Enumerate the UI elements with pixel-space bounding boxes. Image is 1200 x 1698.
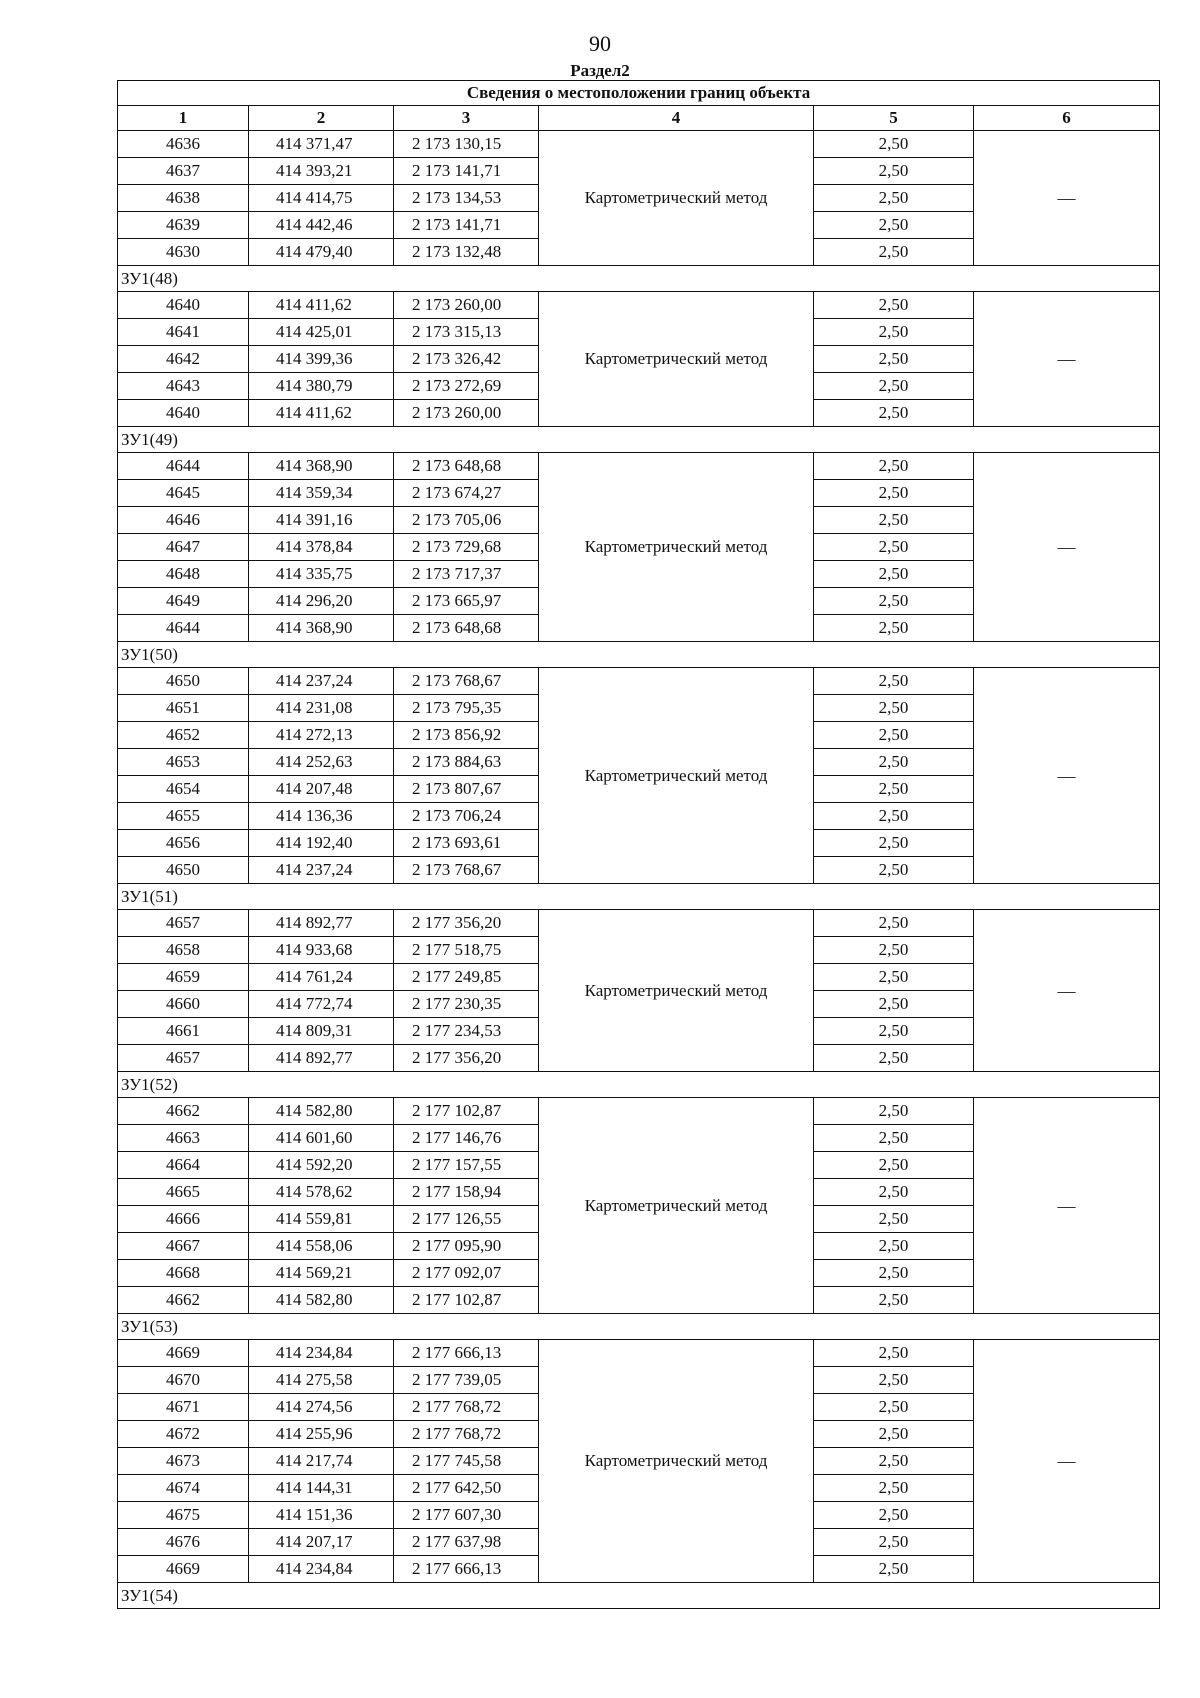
coordinate-x: 414 359,34 bbox=[249, 480, 394, 507]
point-number: 4642 bbox=[118, 346, 249, 373]
accuracy-value: 2,50 bbox=[814, 1152, 974, 1179]
accuracy-value: 2,50 bbox=[814, 292, 974, 319]
accuracy-value: 2,50 bbox=[814, 480, 974, 507]
accuracy-value: 2,50 bbox=[814, 1018, 974, 1045]
point-number: 4673 bbox=[118, 1448, 249, 1475]
accuracy-value: 2,50 bbox=[814, 453, 974, 480]
column-header-3: 3 bbox=[394, 106, 539, 131]
column-header-5: 5 bbox=[814, 106, 974, 131]
accuracy-value: 2,50 bbox=[814, 857, 974, 884]
point-number: 4672 bbox=[118, 1421, 249, 1448]
coordinate-y: 2 177 102,87 bbox=[394, 1287, 539, 1314]
coordinate-y: 2 173 141,71 bbox=[394, 158, 539, 185]
point-number: 4669 bbox=[118, 1340, 249, 1367]
accuracy-value: 2,50 bbox=[814, 668, 974, 695]
accuracy-value: 2,50 bbox=[814, 185, 974, 212]
coordinate-x: 414 255,96 bbox=[249, 1421, 394, 1448]
accuracy-value: 2,50 bbox=[814, 346, 974, 373]
parcel-label: ЗУ1(51) bbox=[118, 884, 1160, 910]
point-number: 4658 bbox=[118, 937, 249, 964]
point-number: 4665 bbox=[118, 1179, 249, 1206]
column-header-6: 6 bbox=[974, 106, 1160, 131]
determination-method: Картометрический метод bbox=[539, 453, 814, 642]
point-number: 4644 bbox=[118, 453, 249, 480]
point-number: 4675 bbox=[118, 1502, 249, 1529]
point-number: 4666 bbox=[118, 1206, 249, 1233]
point-number: 4671 bbox=[118, 1394, 249, 1421]
determination-method: Картометрический метод bbox=[539, 1340, 814, 1583]
table-row bbox=[118, 668, 1160, 695]
point-number: 4669 bbox=[118, 1556, 249, 1583]
coordinate-x: 414 399,36 bbox=[249, 346, 394, 373]
coordinate-x: 414 559,81 bbox=[249, 1206, 394, 1233]
accuracy-value: 2,50 bbox=[814, 319, 974, 346]
accuracy-value: 2,50 bbox=[814, 588, 974, 615]
coordinate-y: 2 177 745,58 bbox=[394, 1448, 539, 1475]
point-number: 4646 bbox=[118, 507, 249, 534]
coordinate-y: 2 177 230,35 bbox=[394, 991, 539, 1018]
coordinate-x: 414 231,08 bbox=[249, 695, 394, 722]
accuracy-value: 2,50 bbox=[814, 1340, 974, 1367]
point-number: 4630 bbox=[118, 239, 249, 266]
point-number: 4656 bbox=[118, 830, 249, 857]
parcel-label-row bbox=[118, 1314, 1160, 1340]
accuracy-value: 2,50 bbox=[814, 1045, 974, 1072]
coordinate-x: 414 144,31 bbox=[249, 1475, 394, 1502]
parcel-label: ЗУ1(48) bbox=[118, 266, 1160, 292]
point-number: 4651 bbox=[118, 695, 249, 722]
accuracy-value: 2,50 bbox=[814, 749, 974, 776]
column-6-dash: — bbox=[974, 1098, 1160, 1314]
point-number: 4641 bbox=[118, 319, 249, 346]
coordinate-x: 414 772,74 bbox=[249, 991, 394, 1018]
table-caption: Сведения о местоположении границ объекта bbox=[118, 81, 1160, 106]
accuracy-value: 2,50 bbox=[814, 1421, 974, 1448]
coordinate-y: 2 173 807,67 bbox=[394, 776, 539, 803]
accuracy-value: 2,50 bbox=[814, 1098, 974, 1125]
coordinate-y: 2 173 665,97 bbox=[394, 588, 539, 615]
coordinate-x: 414 234,84 bbox=[249, 1340, 394, 1367]
coordinate-x: 414 380,79 bbox=[249, 373, 394, 400]
coordinate-x: 414 207,17 bbox=[249, 1529, 394, 1556]
accuracy-value: 2,50 bbox=[814, 1233, 974, 1260]
coordinate-x: 414 558,06 bbox=[249, 1233, 394, 1260]
accuracy-value: 2,50 bbox=[814, 212, 974, 239]
coordinate-y: 2 173 674,27 bbox=[394, 480, 539, 507]
point-number: 4670 bbox=[118, 1367, 249, 1394]
point-number: 4662 bbox=[118, 1287, 249, 1314]
coordinate-y: 2 173 130,15 bbox=[394, 131, 539, 158]
point-number: 4637 bbox=[118, 158, 249, 185]
accuracy-value: 2,50 bbox=[814, 1287, 974, 1314]
point-number: 4647 bbox=[118, 534, 249, 561]
table-header-row bbox=[118, 106, 1160, 131]
determination-method: Картометрический метод bbox=[539, 131, 814, 266]
coordinate-y: 2 177 768,72 bbox=[394, 1421, 539, 1448]
coordinate-x: 414 892,77 bbox=[249, 910, 394, 937]
coordinate-x: 414 393,21 bbox=[249, 158, 394, 185]
coordinate-x: 414 234,84 bbox=[249, 1556, 394, 1583]
accuracy-value: 2,50 bbox=[814, 239, 974, 266]
point-number: 4664 bbox=[118, 1152, 249, 1179]
point-number: 4674 bbox=[118, 1475, 249, 1502]
determination-method: Картометрический метод bbox=[539, 910, 814, 1072]
coordinate-y: 2 177 739,05 bbox=[394, 1367, 539, 1394]
point-number: 4645 bbox=[118, 480, 249, 507]
column-6-dash: — bbox=[974, 910, 1160, 1072]
accuracy-value: 2,50 bbox=[814, 1179, 974, 1206]
coordinate-y: 2 177 607,30 bbox=[394, 1502, 539, 1529]
accuracy-value: 2,50 bbox=[814, 830, 974, 857]
coordinate-x: 414 368,90 bbox=[249, 615, 394, 642]
coordinate-x: 414 414,75 bbox=[249, 185, 394, 212]
coordinate-y: 2 177 356,20 bbox=[394, 910, 539, 937]
point-number: 4649 bbox=[118, 588, 249, 615]
coordinate-y: 2 173 272,69 bbox=[394, 373, 539, 400]
coordinate-x: 414 411,62 bbox=[249, 292, 394, 319]
table-row bbox=[118, 292, 1160, 319]
determination-method: Картометрический метод bbox=[539, 1098, 814, 1314]
point-number: 4648 bbox=[118, 561, 249, 588]
point-number: 4639 bbox=[118, 212, 249, 239]
point-number: 4660 bbox=[118, 991, 249, 1018]
coordinate-x: 414 391,16 bbox=[249, 507, 394, 534]
coordinate-x: 414 582,80 bbox=[249, 1098, 394, 1125]
coordinate-y: 2 177 234,53 bbox=[394, 1018, 539, 1045]
point-number: 4638 bbox=[118, 185, 249, 212]
parcel-label-row bbox=[118, 427, 1160, 453]
coordinate-x: 414 192,40 bbox=[249, 830, 394, 857]
point-number: 4676 bbox=[118, 1529, 249, 1556]
coordinate-y: 2 173 326,42 bbox=[394, 346, 539, 373]
coordinate-x: 414 761,24 bbox=[249, 964, 394, 991]
coordinate-x: 414 378,84 bbox=[249, 534, 394, 561]
column-header-4: 4 bbox=[539, 106, 814, 131]
table-row bbox=[118, 1340, 1160, 1367]
coordinate-x: 414 275,58 bbox=[249, 1367, 394, 1394]
point-number: 4667 bbox=[118, 1233, 249, 1260]
coordinate-y: 2 173 648,68 bbox=[394, 453, 539, 480]
accuracy-value: 2,50 bbox=[814, 158, 974, 185]
coordinate-y: 2 177 126,55 bbox=[394, 1206, 539, 1233]
accuracy-value: 2,50 bbox=[814, 534, 974, 561]
column-header-1: 1 bbox=[118, 106, 249, 131]
coordinate-y: 2 177 637,98 bbox=[394, 1529, 539, 1556]
point-number: 4640 bbox=[118, 400, 249, 427]
parcel-label: ЗУ1(49) bbox=[118, 427, 1160, 453]
section-title: Раздел2 bbox=[570, 61, 630, 80]
coordinate-x: 414 207,48 bbox=[249, 776, 394, 803]
coordinate-y: 2 177 768,72 bbox=[394, 1394, 539, 1421]
point-number: 4653 bbox=[118, 749, 249, 776]
coordinate-x: 414 274,56 bbox=[249, 1394, 394, 1421]
accuracy-value: 2,50 bbox=[814, 1367, 974, 1394]
coordinate-y: 2 177 666,13 bbox=[394, 1340, 539, 1367]
parcel-label-row bbox=[118, 884, 1160, 910]
accuracy-value: 2,50 bbox=[814, 1125, 974, 1152]
table-row bbox=[118, 453, 1160, 480]
coordinate-x: 414 601,60 bbox=[249, 1125, 394, 1152]
coordinate-x: 414 136,36 bbox=[249, 803, 394, 830]
point-number: 4663 bbox=[118, 1125, 249, 1152]
coordinate-y: 2 177 356,20 bbox=[394, 1045, 539, 1072]
coordinate-x: 414 151,36 bbox=[249, 1502, 394, 1529]
coordinate-x: 414 217,74 bbox=[249, 1448, 394, 1475]
coordinate-x: 414 252,63 bbox=[249, 749, 394, 776]
point-number: 4650 bbox=[118, 857, 249, 884]
column-header-2: 2 bbox=[249, 106, 394, 131]
parcel-label-row bbox=[118, 266, 1160, 292]
coordinate-x: 414 592,20 bbox=[249, 1152, 394, 1179]
determination-method: Картометрический метод bbox=[539, 668, 814, 884]
coordinate-y: 2 177 158,94 bbox=[394, 1179, 539, 1206]
determination-method: Картометрический метод bbox=[539, 292, 814, 427]
table-body bbox=[118, 81, 1160, 1609]
table-row bbox=[118, 1098, 1160, 1125]
column-6-dash: — bbox=[974, 292, 1160, 427]
point-number: 4657 bbox=[118, 910, 249, 937]
coordinate-y: 2 173 717,37 bbox=[394, 561, 539, 588]
accuracy-value: 2,50 bbox=[814, 803, 974, 830]
boundary-coordinates-table bbox=[117, 80, 1160, 1609]
parcel-label: ЗУ1(52) bbox=[118, 1072, 1160, 1098]
coordinate-y: 2 173 132,48 bbox=[394, 239, 539, 266]
point-number: 4640 bbox=[118, 292, 249, 319]
coordinate-x: 414 933,68 bbox=[249, 937, 394, 964]
coordinate-x: 414 582,80 bbox=[249, 1287, 394, 1314]
coordinate-y: 2 173 884,63 bbox=[394, 749, 539, 776]
accuracy-value: 2,50 bbox=[814, 1502, 974, 1529]
parcel-label: ЗУ1(54) bbox=[118, 1583, 1160, 1609]
page-number: 90 bbox=[589, 31, 611, 56]
column-6-dash: — bbox=[974, 131, 1160, 266]
coordinate-y: 2 177 518,75 bbox=[394, 937, 539, 964]
accuracy-value: 2,50 bbox=[814, 131, 974, 158]
coordinate-x: 414 272,13 bbox=[249, 722, 394, 749]
coordinate-y: 2 177 249,85 bbox=[394, 964, 539, 991]
accuracy-value: 2,50 bbox=[814, 507, 974, 534]
coordinate-y: 2 177 095,90 bbox=[394, 1233, 539, 1260]
accuracy-value: 2,50 bbox=[814, 1529, 974, 1556]
table-row bbox=[118, 910, 1160, 937]
coordinate-y: 2 173 795,35 bbox=[394, 695, 539, 722]
coordinate-x: 414 371,47 bbox=[249, 131, 394, 158]
coordinate-y: 2 173 260,00 bbox=[394, 292, 539, 319]
accuracy-value: 2,50 bbox=[814, 1556, 974, 1583]
accuracy-value: 2,50 bbox=[814, 910, 974, 937]
accuracy-value: 2,50 bbox=[814, 1475, 974, 1502]
column-6-dash: — bbox=[974, 668, 1160, 884]
point-number: 4662 bbox=[118, 1098, 249, 1125]
accuracy-value: 2,50 bbox=[814, 776, 974, 803]
point-number: 4655 bbox=[118, 803, 249, 830]
coordinate-y: 2 173 315,13 bbox=[394, 319, 539, 346]
point-number: 4636 bbox=[118, 131, 249, 158]
accuracy-value: 2,50 bbox=[814, 1448, 974, 1475]
column-6-dash: — bbox=[974, 1340, 1160, 1583]
accuracy-value: 2,50 bbox=[814, 400, 974, 427]
accuracy-value: 2,50 bbox=[814, 1206, 974, 1233]
coordinate-y: 2 173 693,61 bbox=[394, 830, 539, 857]
coordinate-y: 2 177 146,76 bbox=[394, 1125, 539, 1152]
parcel-label-row bbox=[118, 642, 1160, 668]
coordinate-x: 414 296,20 bbox=[249, 588, 394, 615]
parcel-label: ЗУ1(50) bbox=[118, 642, 1160, 668]
point-number: 4668 bbox=[118, 1260, 249, 1287]
coordinate-x: 414 368,90 bbox=[249, 453, 394, 480]
coordinate-x: 414 578,62 bbox=[249, 1179, 394, 1206]
table-caption-row bbox=[118, 81, 1160, 106]
coordinate-y: 2 173 141,71 bbox=[394, 212, 539, 239]
coordinate-x: 414 335,75 bbox=[249, 561, 394, 588]
accuracy-value: 2,50 bbox=[814, 1394, 974, 1421]
accuracy-value: 2,50 bbox=[814, 722, 974, 749]
coordinate-x: 414 809,31 bbox=[249, 1018, 394, 1045]
coordinate-x: 414 892,77 bbox=[249, 1045, 394, 1072]
point-number: 4659 bbox=[118, 964, 249, 991]
coordinate-y: 2 173 648,68 bbox=[394, 615, 539, 642]
accuracy-value: 2,50 bbox=[814, 615, 974, 642]
coordinate-x: 414 479,40 bbox=[249, 239, 394, 266]
coordinate-y: 2 177 092,07 bbox=[394, 1260, 539, 1287]
coordinate-y: 2 173 729,68 bbox=[394, 534, 539, 561]
coordinate-y: 2 173 768,67 bbox=[394, 668, 539, 695]
point-number: 4654 bbox=[118, 776, 249, 803]
column-6-dash: — bbox=[974, 453, 1160, 642]
parcel-label-row bbox=[118, 1072, 1160, 1098]
accuracy-value: 2,50 bbox=[814, 561, 974, 588]
coordinate-y: 2 177 102,87 bbox=[394, 1098, 539, 1125]
accuracy-value: 2,50 bbox=[814, 991, 974, 1018]
table-row bbox=[118, 131, 1160, 158]
accuracy-value: 2,50 bbox=[814, 937, 974, 964]
accuracy-value: 2,50 bbox=[814, 1260, 974, 1287]
accuracy-value: 2,50 bbox=[814, 964, 974, 991]
coordinate-y: 2 173 856,92 bbox=[394, 722, 539, 749]
coordinate-x: 414 237,24 bbox=[249, 857, 394, 884]
coordinate-x: 414 425,01 bbox=[249, 319, 394, 346]
point-number: 4643 bbox=[118, 373, 249, 400]
coordinate-y: 2 177 157,55 bbox=[394, 1152, 539, 1179]
parcel-label-row bbox=[118, 1583, 1160, 1609]
coordinate-y: 2 177 666,13 bbox=[394, 1556, 539, 1583]
parcel-label: ЗУ1(53) bbox=[118, 1314, 1160, 1340]
coordinate-x: 414 237,24 bbox=[249, 668, 394, 695]
accuracy-value: 2,50 bbox=[814, 373, 974, 400]
point-number: 4657 bbox=[118, 1045, 249, 1072]
coordinate-y: 2 173 768,67 bbox=[394, 857, 539, 884]
coordinate-x: 414 411,62 bbox=[249, 400, 394, 427]
point-number: 4644 bbox=[118, 615, 249, 642]
coordinate-y: 2 173 260,00 bbox=[394, 400, 539, 427]
coordinate-y: 2 173 134,53 bbox=[394, 185, 539, 212]
coordinate-y: 2 173 706,24 bbox=[394, 803, 539, 830]
coordinate-y: 2 177 642,50 bbox=[394, 1475, 539, 1502]
accuracy-value: 2,50 bbox=[814, 695, 974, 722]
coordinate-x: 414 569,21 bbox=[249, 1260, 394, 1287]
point-number: 4650 bbox=[118, 668, 249, 695]
coordinate-x: 414 442,46 bbox=[249, 212, 394, 239]
point-number: 4652 bbox=[118, 722, 249, 749]
point-number: 4661 bbox=[118, 1018, 249, 1045]
coordinate-y: 2 173 705,06 bbox=[394, 507, 539, 534]
